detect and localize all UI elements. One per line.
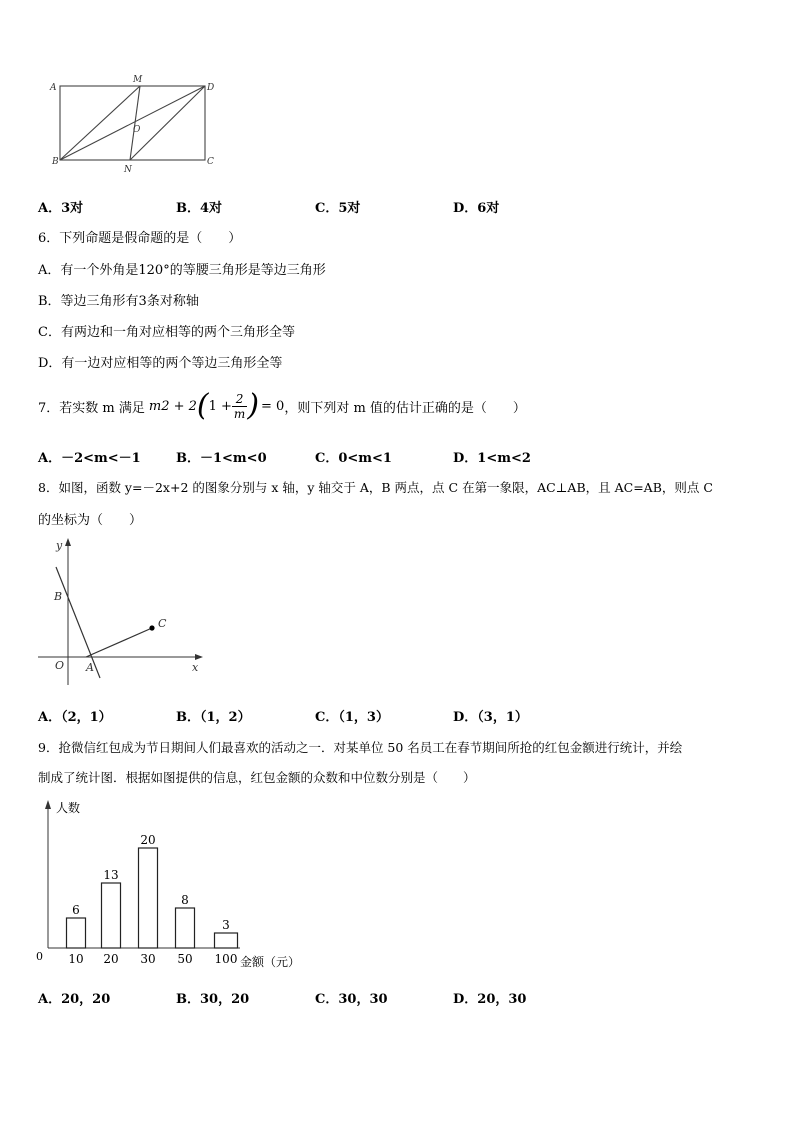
bar-20 [102, 883, 121, 948]
point-label-N: N [124, 165, 132, 175]
q7-option-b[interactable]: B．－1<m<0 [176, 451, 267, 466]
point-label-C: C [207, 157, 214, 167]
point-label-O: O [133, 125, 141, 135]
q9-option-d[interactable]: D．20，30 [453, 992, 527, 1007]
bar-50 [176, 908, 195, 948]
point-label-B: B [54, 590, 63, 603]
q7-option-a[interactable]: A．－2<m<－1 [38, 451, 141, 466]
chart-origin-label: 0 [36, 950, 43, 963]
q9-option-b[interactable]: B．30，20 [176, 992, 250, 1007]
q7-stem [38, 384, 526, 428]
x-axis-label: x [192, 661, 199, 674]
bar-value-label: 13 [103, 868, 119, 882]
y-axis-label: y [56, 539, 63, 552]
bar-10 [67, 918, 86, 948]
q5-option-c[interactable]: C．5对 [315, 201, 361, 216]
q6-choice-c[interactable]: C．有两边和一角对应相等的两个三角形全等 [38, 325, 295, 340]
q9-stem-line1: 9．抢微信红包成为节日期间人们最喜欢的活动之一．对某单位 50 名员工在春节期间所抢的红包金额进行统计，并绘 [38, 740, 683, 755]
q7-eq-one-plus: 1 + [208, 398, 232, 414]
q7-option-d[interactable]: D．1<m<2 [453, 451, 531, 466]
q6-choice-b[interactable]: B．等边三角形有3条对称轴 [38, 294, 199, 309]
q8-option-d[interactable]: D．（3，1） [453, 710, 528, 725]
point-c-dot [149, 625, 154, 630]
point-label-D: D [207, 83, 215, 93]
q9-stem-line2: 制成了统计图．根据如图提供的信息，红包金额的众数和中位数分别是（ ） [38, 770, 476, 785]
point-label-A: A [86, 661, 94, 674]
point-label-B: B [52, 157, 59, 167]
category-tick-label: 50 [177, 952, 193, 966]
bar-value-label: 8 [181, 893, 189, 907]
q8-option-b[interactable]: B．（1，2） [176, 710, 251, 725]
q5-option-b[interactable]: B．4对 [176, 201, 223, 216]
y-axis-arrow-icon [65, 538, 71, 546]
bar-value-label: 20 [140, 833, 156, 847]
category-tick-label: 10 [68, 952, 84, 966]
q8-option-c[interactable]: C．（1，3） [315, 710, 389, 725]
bar-value-label: 3 [222, 918, 230, 932]
category-tick-label: 30 [140, 952, 156, 966]
right-paren-icon: ) [247, 388, 260, 423]
origin-label: O [55, 659, 65, 672]
q8-stem-line2: 的坐标为（ ） [38, 513, 143, 528]
category-tick-label: 100 [214, 952, 238, 966]
point-label-C: C [158, 617, 167, 630]
left-paren-icon: ( [196, 388, 209, 423]
q7-equation [148, 388, 285, 423]
q8-stem-line1: 8．如图，函数 y=－2x+2 的图象分别与 x 轴，y 轴交于 A，B 两点，点 C 在第一象限，AC⊥AB，且 AC=AB，则点 C [38, 480, 713, 495]
q9-option-c[interactable]: C．30，30 [315, 992, 388, 1007]
bar-100 [215, 933, 238, 948]
bar-30 [139, 848, 158, 948]
y-axis-arrow-icon [45, 800, 51, 809]
q7-frac-num: 2 [232, 392, 247, 407]
q9-option-a[interactable]: A．20，20 [38, 992, 111, 1007]
point-label-M: M [133, 75, 143, 85]
q7-suffix: ，则下列对 m 值的估计正确的是（ ） [284, 400, 526, 416]
q9-bar-chart [30, 795, 320, 975]
point-label-A: A [50, 83, 57, 93]
q5-option-d[interactable]: D．6对 [453, 201, 500, 216]
chart-xlabel: 金额（元） [240, 955, 301, 969]
x-axis-arrow-icon [195, 654, 203, 660]
q6-choice-d[interactable]: D．有一边对应相等的两个等边三角形全等 [38, 356, 283, 371]
q7-fraction [232, 392, 247, 421]
q7-option-c[interactable]: C．0<m<1 [315, 451, 392, 466]
chart-ylabel: 人数 [56, 801, 81, 815]
q7-frac-den: m [233, 406, 246, 421]
q7-eq-end: = 0 [261, 398, 285, 414]
q8-coordinate-figure [35, 535, 210, 690]
q5-option-a[interactable]: A．3对 [38, 201, 84, 216]
q6-choice-a[interactable]: A．有一个外角是120°的等腰三角形是等边三角形 [38, 263, 326, 278]
q7-prefix: 7．若实数 m 满足 [38, 400, 145, 416]
q8-option-a[interactable]: A．（2，1） [38, 710, 112, 725]
q5-rectangle-figure [40, 66, 230, 181]
category-tick-label: 20 [103, 952, 119, 966]
q6-stem: 6．下列命题是假命题的是（ ） [38, 231, 242, 246]
bar-value-label: 6 [72, 903, 80, 917]
q7-eq-part1: m2 + 2 [148, 398, 197, 414]
